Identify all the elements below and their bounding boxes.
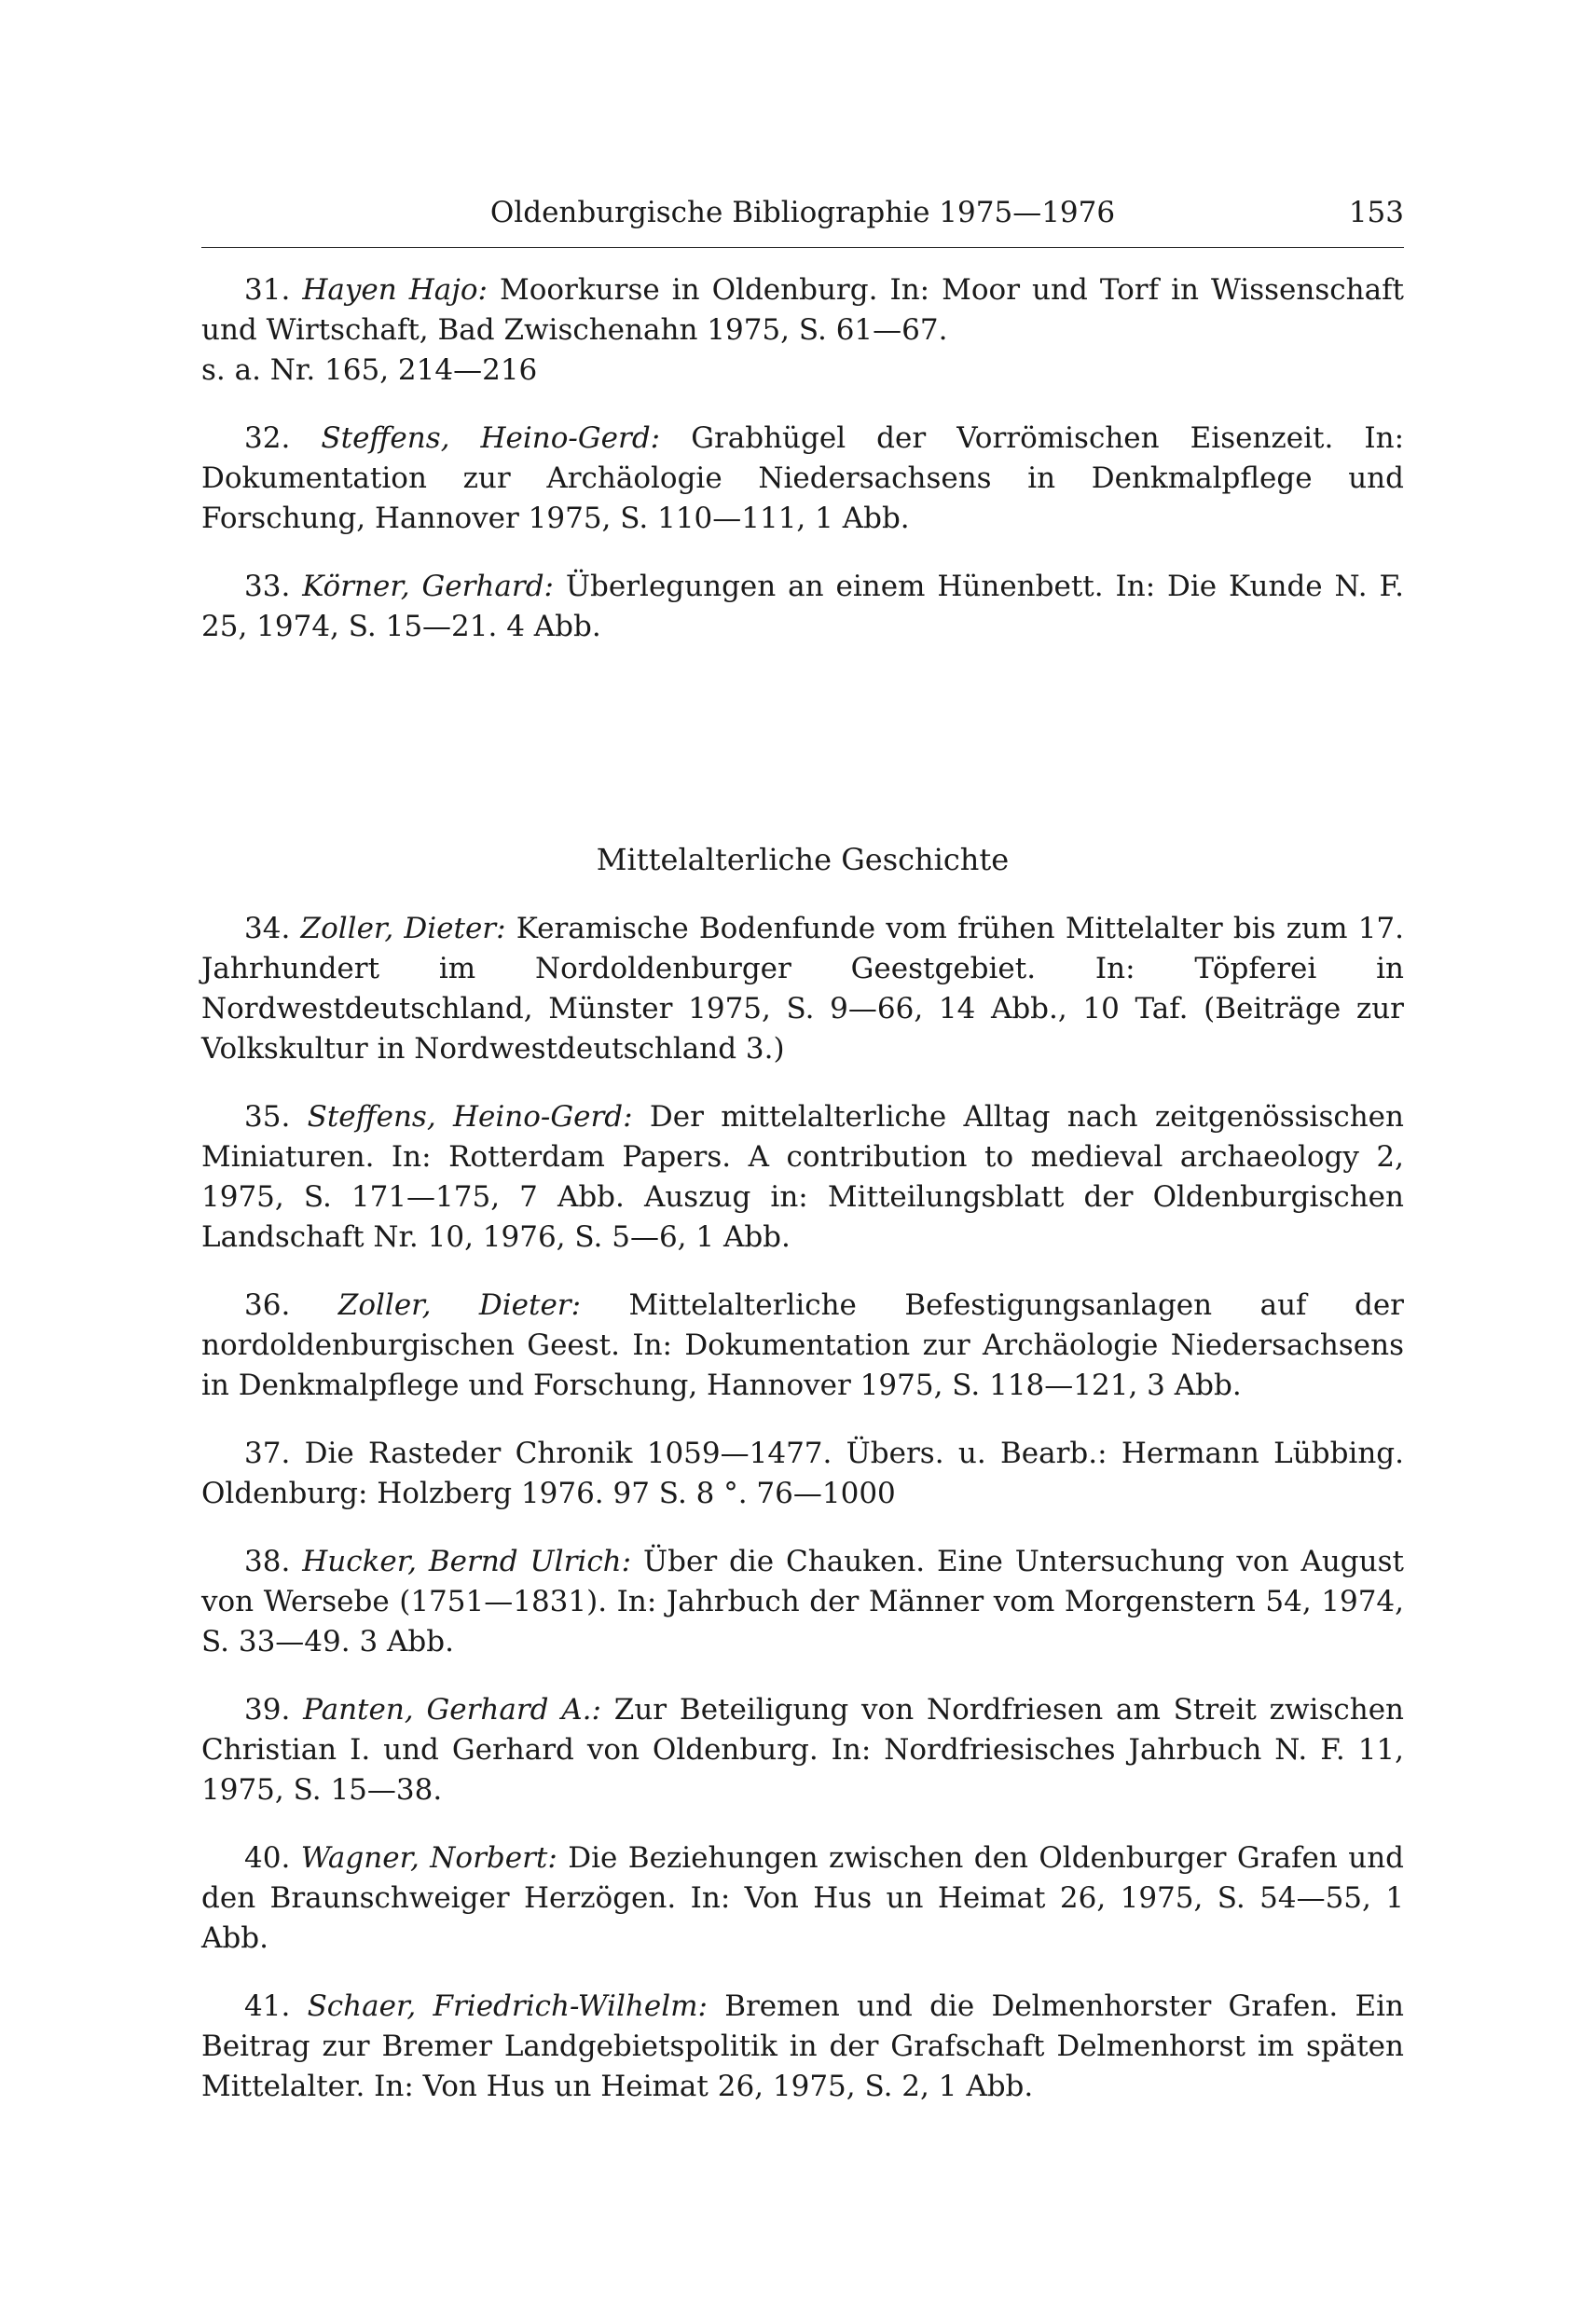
- entry-number: 40.: [244, 1841, 291, 1875]
- entry-text: Moorkurse in Oldenburg. In: Moor und Torf in Wissenschaft und Wirtschaft, Bad Zwischenahn 1975, S. 61—67.: [201, 273, 1405, 347]
- entry-author: Zoller, Dieter:: [337, 1288, 582, 1322]
- entry-number: 31.: [244, 273, 291, 307]
- bibliography-entry: [201, 1097, 1404, 1258]
- entry-text: Mittelalterliche Befestigungsanlagen auf der nordoldenburgischen Geest. In: Dokumentation zur Archäologie Niedersachsens in Denkmalpflege und Forschung, Hannover 1975, S. 118—121, 3 Abb.: [201, 1288, 1404, 1402]
- entry-author: Hucker, Bernd Ulrich:: [302, 1545, 632, 1578]
- entry-cross-reference: s. a. Nr. 165, 214—216: [201, 353, 538, 387]
- entry-text: Bremen und die Delmenhorster Grafen. Ein Beitrag zur Bremer Landgebietspolitik in der Grafschaft Delmenhorst im späten Mittelalter. In: Von Hus un Heimat 26, 1975, S. 2, 1 Abb.: [201, 1989, 1404, 2103]
- entry-author: Körner, Gerhard:: [302, 570, 554, 603]
- entry-text: Die Rasteder Chronik 1059—1477. Übers. u. Bearb.: Hermann Lübbing. Oldenburg: Holzberg 1976. 97 S. 8 °. 76—1000: [201, 1437, 1404, 1510]
- header-rule: [201, 247, 1404, 248]
- entry-text: Der mittelalterliche Alltag nach zeitgenössischen Miniaturen. In: Rotterdam Papers. A contribution to medieval archaeology 2, 1975, S. 171—175, 7 Abb. Auszug in: Mitteilungsblatt der Oldenburgischen Landschaft Nr. 10, 1976, S. 5—6, 1 Abb.: [201, 1100, 1404, 1254]
- bibliography-entry: [201, 567, 1404, 647]
- entry-number: 37.: [244, 1437, 291, 1470]
- running-header: [201, 192, 1404, 233]
- bibliography-entry: [201, 1286, 1404, 1406]
- entry-number: 36.: [244, 1288, 291, 1322]
- entry-author: Panten, Gerhard A.:: [303, 1693, 601, 1727]
- entry-author: Steffens, Heino-Gerd:: [321, 421, 661, 455]
- bibliography-entry: [201, 1542, 1404, 1662]
- bibliography-entry: [201, 1838, 1404, 1959]
- entry-author: Wagner, Norbert:: [300, 1841, 557, 1875]
- entry-text: Keramische Bodenfunde vom frühen Mittelalter bis zum 17. Jahrhundert im Nordoldenburger Geestgebiet. In: Töpferei in Nordwestdeutschland, Münster 1975, S. 9—66, 14 Abb., 10 Taf. (Beiträge zur Volkskultur in Nordwestdeutschland 3.): [201, 912, 1404, 1066]
- entry-author: Schaer, Friedrich-Wilhelm:: [307, 1989, 708, 2023]
- bibliography-entry: [201, 1690, 1404, 1810]
- entry-author: Steffens, Heino-Gerd:: [307, 1100, 633, 1134]
- entry-number: 41.: [244, 1989, 291, 2023]
- entry-number: 35.: [244, 1100, 291, 1134]
- entry-text: Die Beziehungen zwischen den Oldenburger Grafen und den Braunschweiger Herzögen. In: Von Hus un Heimat 26, 1975, S. 54—55, 1 Abb.: [201, 1841, 1404, 1955]
- entry-number: 34.: [244, 912, 291, 945]
- section-heading: Mittelalterliche Geschichte: [596, 842, 1010, 877]
- running-title: Oldenburgische Bibliographie 1975—1976: [489, 196, 1116, 229]
- entry-number: 32.: [244, 421, 291, 455]
- page-number: 153: [1348, 196, 1404, 229]
- entry-text: Zur Beteiligung von Nordfriesen am Streit zwischen Christian I. und Gerhard von Oldenburg. In: Nordfriesisches Jahrbuch N. F. 11, 1975, S. 15—38.: [201, 1693, 1405, 1807]
- entries-block-medieval: [201, 909, 1404, 2107]
- entries-block-prehistory: [201, 270, 1404, 647]
- entry-text: Überlegungen an einem Hünenbett. In: Die Kunde N. F. 25, 1974, S. 15—21. 4 Abb.: [201, 570, 1404, 643]
- entry-author: Zoller, Dieter:: [300, 912, 506, 945]
- entry-author: Hayen Hajo:: [302, 273, 488, 307]
- entry-text: Grabhügel der Vorrömischen Eisenzeit. In: Dokumentation zur Archäologie Niedersachsens in Denkmalpflege und Forschung, Hannover 1975, S. 110—111, 1 Abb.: [201, 421, 1405, 535]
- entry-text: Über die Chauken. Eine Untersuchung von August von Wersebe (1751—1831). In: Jahrbuch der Männer vom Morgenstern 54, 1974, S. 33—49. 3 Abb.: [201, 1545, 1404, 1658]
- entry-number: 38.: [244, 1545, 291, 1578]
- bibliography-entry: [201, 1434, 1404, 1514]
- entry-number: 39.: [244, 1693, 291, 1727]
- bibliography-entry: [201, 419, 1404, 539]
- bibliography-entry: [201, 909, 1404, 1069]
- bibliography-entry: [201, 270, 1404, 391]
- bibliography-entry: [201, 1987, 1404, 2107]
- entry-number: 33.: [244, 570, 291, 603]
